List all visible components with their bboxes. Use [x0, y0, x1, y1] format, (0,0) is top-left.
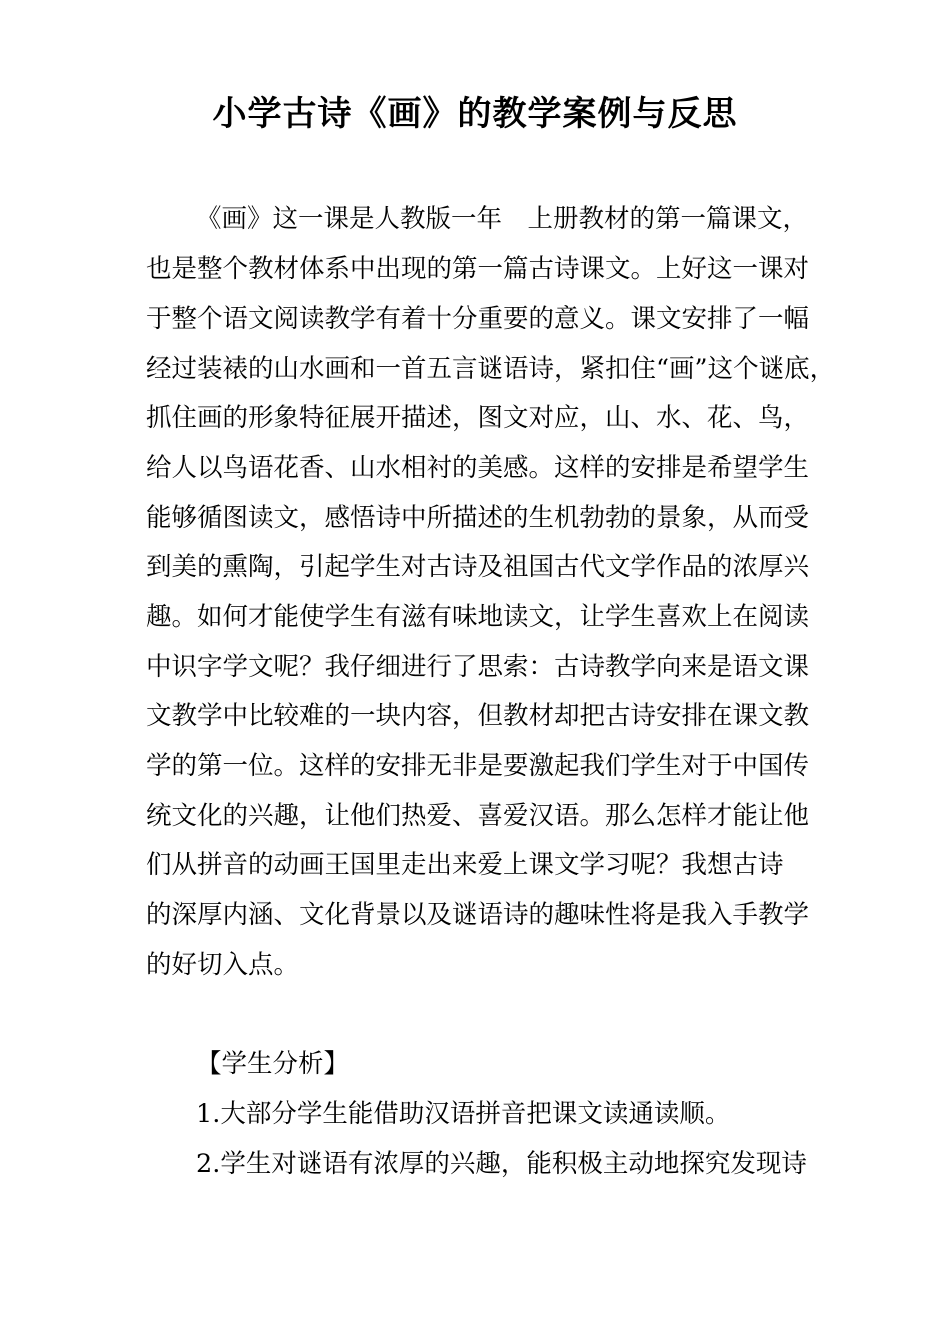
- paragraph-line: 能够循图读文，感悟诗中所描述的生机勃勃的景象，从而受: [146, 503, 810, 533]
- paragraph-line: 文教学中比较难的一块内容，但教材却把古诗安排在课文教: [146, 701, 810, 731]
- paragraph-line: 也是整个教材体系中出现的第一篇古诗课文。上好这一课对: [146, 254, 810, 284]
- paragraph-line: 们从拼音的动画王国里走出来爱上课文学习呢？我想古诗: [146, 850, 784, 880]
- list-item: 2.学生对谜语有浓厚的兴趣，能积极主动地探究发现诗: [196, 1149, 807, 1179]
- paragraph-line: 的好切入点。: [146, 950, 300, 980]
- paragraph-line: 的深厚内涵、文化背景以及谜语诗的趣味性将是我入手教学: [146, 900, 810, 930]
- paragraph-line: 抓住画的形象特征展开描述，图文对应，山、水、花、鸟，: [146, 403, 810, 433]
- document-title: 小学古诗《画》的教学案例与反思: [212, 94, 738, 134]
- paragraph-line: 于整个语文阅读教学有着十分重要的意义。课文安排了一幅: [146, 304, 810, 334]
- section-heading: 【学生分析】: [196, 1049, 350, 1079]
- paragraph-line: 到美的熏陶，引起学生对古诗及祖国古代文学作品的浓厚兴: [146, 552, 810, 582]
- list-item: 1.大部分学生能借助汉语拼音把课文读通读顺。: [196, 1099, 731, 1129]
- paragraph-line: 给人以鸟语花香、山水相衬的美感。这样的安排是希望学生: [146, 453, 810, 483]
- paragraph-line: 中识字学文呢？我仔细进行了思索：古诗教学向来是语文课: [146, 652, 810, 682]
- paragraph-line: 趣。如何才能使学生有滋有味地读文，让学生喜欢上在阅读: [146, 602, 810, 632]
- paragraph-line: 经过装裱的山水画和一首五言谜语诗，紧扣住“画”这个谜底，: [146, 354, 836, 384]
- paragraph-line: 学的第一位。这样的安排无非是要激起我们学生对于中国传: [146, 751, 810, 781]
- paragraph-line: 统文化的兴趣，让他们热爱、喜爱汉语。那么怎样才能让他: [146, 801, 810, 831]
- paragraph-line: 《画》这一课是人教版一年 上册教材的第一篇课文，: [196, 204, 809, 234]
